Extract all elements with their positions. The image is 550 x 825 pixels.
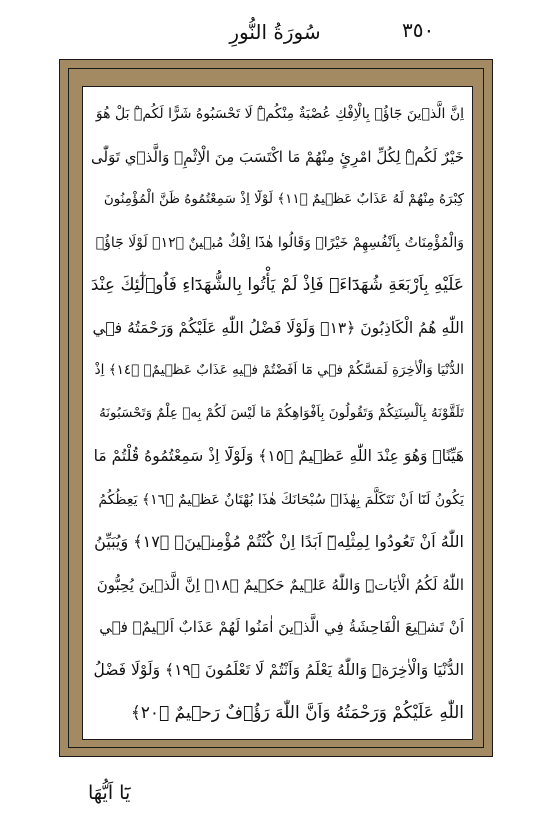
verse-line: عَلَيْهِ بِاَرْبَعَةِ شُهَدَٓاءَۚ فَاِذْ لَمْ يَأْتُوا بِالشُّهَدَٓاءِ فَاُو۬لٰٓئِكَ عِنْدَ	[91, 275, 464, 296]
verse-line: وَالْمُؤْمِنَاتُ بِاَنْفُسِهِمْ خَيْرًاۙ وَقَالُوا هٰذَٓا اِفْكٌ مُب۪ينٌ ﴿١٢﴾ لَوْلَا جَٓاؤُ۫	[95, 234, 464, 251]
verse-line: يَكُونُ لَنَٓا اَنْ نَتَكَلَّمَ بِهٰذَاۗ سُبْحَانَكَ هٰذَا بُهْتَانٌ عَظ۪يمٌ ﴿١٦﴾ يَعِظُكُمُ	[98, 491, 464, 508]
verse-line: اللّٰهِ هُمُ الْكَاذِبُونَ ﴿١٣﴾ وَلَوْلَا فَضْلُ اللّٰهِ عَلَيْكُمْ وَرَحْمَتُهُ ف۪ي	[92, 318, 464, 337]
verse-line: اللّٰهُ لَكُمُ الْاٰيَاتِۜ وَاللّٰهُ عَل۪يمٌ حَك۪يمٌ ﴿١٨﴾ اِنَّ الَّذ۪ينَ يُحِبُّونَ	[96, 575, 464, 594]
verse-line: كِبْرَهُ مِنْهُمْ لَهُ عَذَابٌ عَظ۪يمٌ ﴿١١﴾ لَوْلَٓا اِذْ سَمِعْتُمُوهُ ظَنَّ الْمُؤْمِنُونَ	[103, 191, 464, 208]
verse-lines	[91, 93, 464, 735]
verse-line: هَيِّنًاۗ وَهُوَ عِنْدَ اللّٰهِ عَظ۪يمٌ ﴿١٥﴾ وَلَوْلَٓا اِذْ سَمِعْتُمُوهُ قُلْتُمْ مَا	[93, 447, 464, 466]
verse-line: تَلَقَّوْنَهُ بِاَلْسِنَتِكُمْ وَتَقُولُونَ بِاَفْوَاهِكُمْ مَا لَيْسَ لَكُمْ بِه۪ عِلْمٌ وَتَحْسَبُونَهُ	[99, 405, 464, 422]
verse-line: الدُّنْيَا وَالْاٰخِرَةِۜ وَاللّٰهُ يَعْلَمُ وَاَنْتُمْ لَا تَعْلَمُونَ ﴿١٩﴾ وَلَوْلَا فَضْلُ	[93, 661, 464, 679]
verse-line: الدُّنْيَا وَالْاٰخِرَةِ لَمَسَّكُمْ ف۪ي مَٓا اَفَضْتُمْ ف۪يهِ عَذَابٌ عَظ۪يمٌۚ ﴿١٤﴾ اِذْ	[94, 362, 464, 379]
verse-line: اللّٰهُ اَنْ تَعُودُوا لِمِثْلِه۪ٓ اَبَدًا اِنْ كُنْتُمْ مُؤْمِن۪ينَۚ ﴿١٧﴾ وَيُبَيِّنُ	[94, 532, 464, 552]
text-panel	[82, 86, 473, 740]
page-number: ٣٥٠	[402, 18, 435, 42]
verse-line: اَنْ تَش۪يعَ الْفَاحِشَةُ فِي الَّذ۪ينَ اٰمَنُوا لَهُمْ عَذَابٌ اَل۪يمٌۙ ف۪ي	[99, 618, 464, 637]
verse-line: اللّٰهِ عَلَيْكُمْ وَرَحْمَتُهُ وَاَنَّ اللّٰهَ رَؤُ۫فٌ رَح۪يمٌ ﴿٢٠﴾	[130, 703, 464, 724]
verse-line: خَيْرٌ لَكُمْۜ لِكُلِّ امْرِئٍ مِنْهُمْ مَا اكْتَسَبَ مِنَ الْاِثْمِۚ وَالَّذ۪ي تَوَلّٰى	[91, 147, 464, 166]
surah-title: سُورَةُ النُّورِ	[229, 20, 321, 44]
catchword: يَٓا اَيُّهَا	[88, 782, 131, 804]
verse-line: اِنَّ الَّذ۪ينَ جَٓاؤُ۫ بِالْاِفْكِ عُصْبَةٌ مِنْكُمْۜ لَا تَحْسَبُوهُ شَرًّا لَكُمْۜ بَلْ هُوَ	[95, 106, 464, 123]
